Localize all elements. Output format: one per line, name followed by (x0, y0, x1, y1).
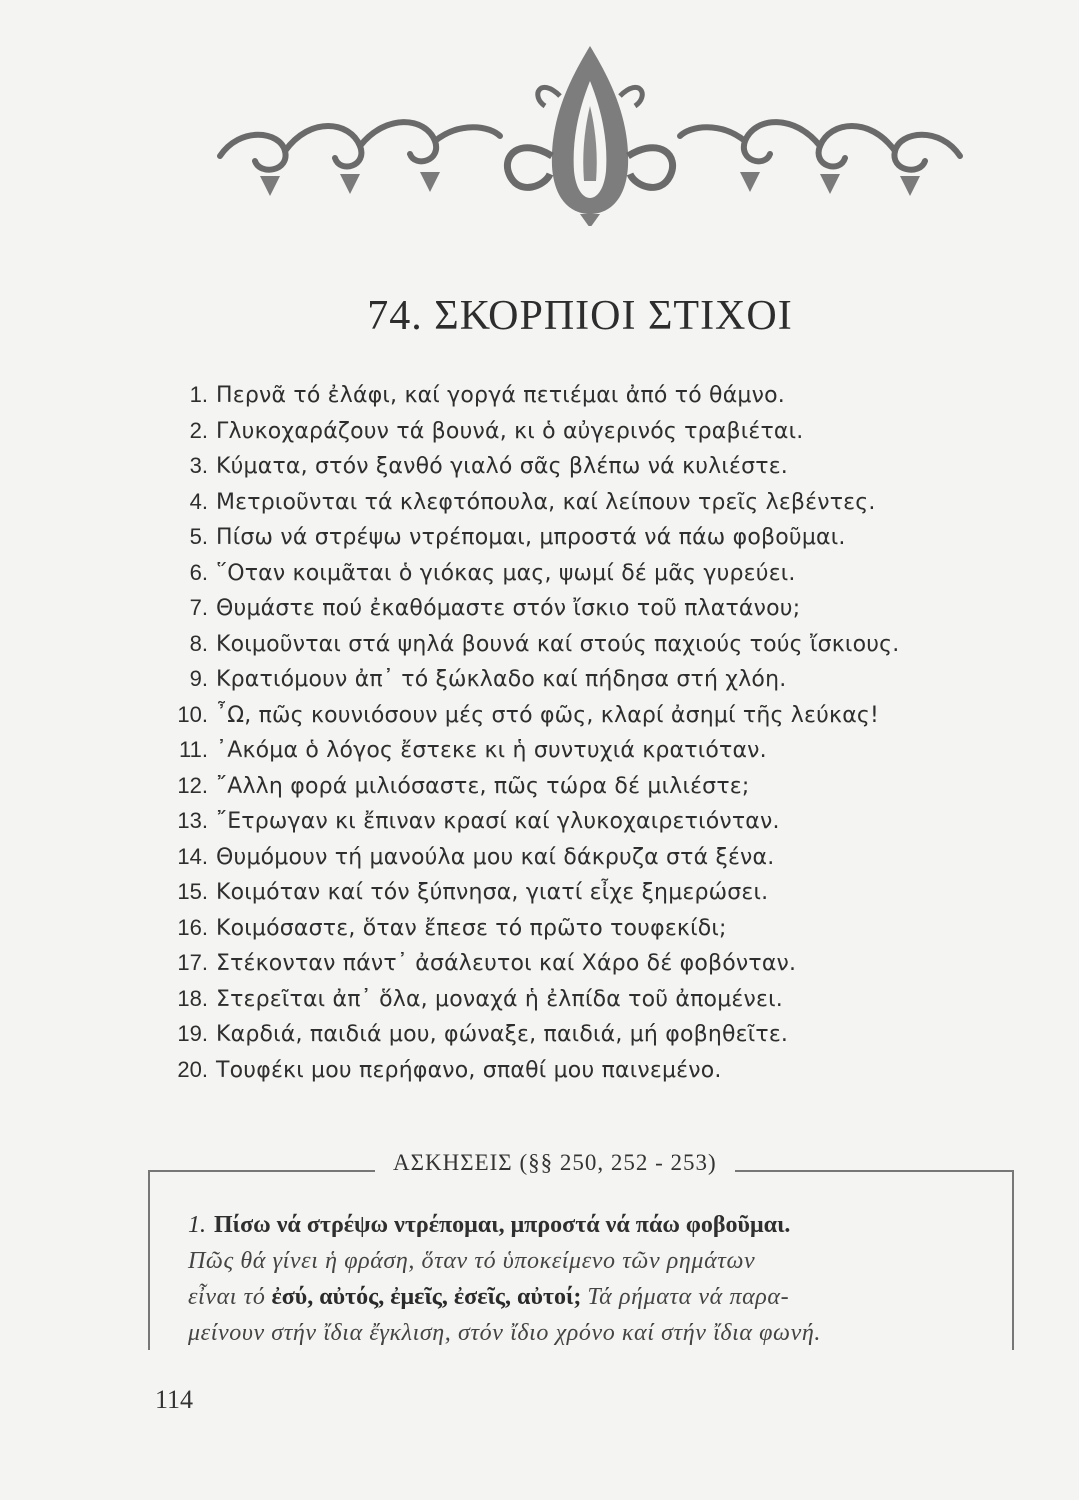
verse-number: 3. (189, 453, 208, 478)
verse-item (150, 489, 1050, 525)
verse-number: 15. (177, 879, 208, 904)
exercise-sentence-line (188, 1212, 988, 1248)
verse-item (150, 1057, 1050, 1093)
verse-text: Μετριοῦνται τά κλεφτόπουλα, καί λείπουν τρεῖς λεβέντες. (216, 489, 876, 515)
exercises-heading: ΑΣΚΗΣΕΙΣ (§§ 250, 252 - 253) (375, 1150, 735, 1176)
verse-text: ῏Ω, πῶς κουνιόσουν μές στό φῶς, κλαρί ἀσημί τῆς λεύκας! (216, 702, 880, 728)
page-number: 114 (155, 1385, 194, 1414)
verse-item (150, 418, 1050, 454)
exercise-instruction-line: Πῶς θά γίνει ἡ φράση, ὅταν τό ὑποκείμενο τῶν ρημάτων (188, 1248, 756, 1274)
verse-item (150, 666, 1050, 702)
verse-item (150, 560, 1050, 596)
verse-number: 2. (189, 417, 208, 443)
instruction-text: εἶναι τό (188, 1284, 266, 1310)
verse-item (150, 879, 1050, 915)
verse-number: 14. (177, 843, 208, 869)
instruction-text: Τά ρήματα νά παρα- (587, 1284, 790, 1310)
verse-text: Κύματα, στόν ξανθό γιαλό σᾶς βλέπω νά κυλιέστε. (216, 454, 789, 479)
verse-number: 17. (177, 950, 208, 975)
verse-text: Κοιμοῦνται στά ψηλά βουνά καί στούς παχιούς τούς ἴσκιους. (216, 631, 900, 657)
verse-item (150, 702, 1050, 738)
exercise-instruction-line: μείνουν στήν ἴδια ἔγκλιση, στόν ἴδιο χρόνο καί στήν ἴδια φωνή. (188, 1320, 821, 1346)
verse-item (150, 844, 1050, 880)
verse-number: 13. (177, 808, 208, 833)
verse-number: 9. (189, 666, 208, 691)
decorative-ornament (200, 36, 980, 226)
verse-number: 6. (189, 559, 208, 585)
verse-text: Καρδιά, παιδιά μου, φώναξε, παιδιά, μή φοβηθεῖτε. (216, 1022, 789, 1047)
verse-number: 4. (189, 488, 208, 514)
verse-text: Τουφέκι μου περήφανο, σπαθί μου παινεμένο. (216, 1057, 722, 1083)
verse-text: Κρατιόμουν ἀπ᾽ τό ξώκλαδο καί πήδησα στή χλόη. (216, 667, 787, 692)
verse-text: Περνᾶ τό ἐλάφι, καί γοργά πετιέμαι ἀπό τό θάμνο. (216, 383, 785, 408)
verse-item (150, 595, 1050, 631)
verse-text: Θυμάστε πού ἐκαθόμαστε στόν ἴσκιο τοῦ πλατάνου; (216, 596, 801, 621)
exercise-instruction-line (188, 1284, 988, 1320)
page-title: 74. ΣΚΟΡΠΙΟΙ ΣΤΙΧΟΙ (367, 293, 793, 339)
verse-number: 18. (177, 985, 208, 1011)
verse-number: 11. (179, 737, 208, 762)
verse-text: Πίσω νά στρέψω ντρέπομαι, μπροστά νά πάω φοβοῦμαι. (216, 525, 846, 550)
verse-item (150, 986, 1050, 1022)
pronoun-list: ἐσύ, αὐτός, ἐμεῖς, ἐσεῖς, αὐτοί; (271, 1284, 582, 1310)
verse-text: Θυμόμουν τή μανούλα μου καί δάκρυζα στά ξένα. (216, 844, 775, 870)
verse-text: Γλυκοχαράζουν τά βουνά, κι ὁ αὐγερινός τραβιέται. (216, 418, 804, 444)
exercise-item (188, 1212, 988, 1356)
verse-text: ᾿Ακόμα ὁ λόγος ἔστεκε κι ἡ συντυχιά κρατιόταν. (216, 738, 767, 763)
exercise-sentence: Πίσω νά στρέψω ντρέπομαι, μπροστά νά πάω φοβοῦμαι. (214, 1212, 791, 1238)
verse-number: 19. (177, 1021, 208, 1046)
verse-number: 5. (189, 524, 208, 549)
verse-number: 7. (189, 595, 208, 620)
verse-number: 8. (189, 630, 208, 656)
verse-list (150, 382, 1050, 1092)
verse-number: 1. (189, 382, 208, 407)
verse-number: 20. (177, 1056, 208, 1082)
verse-number: 12. (177, 772, 208, 798)
verse-text: Στέκονταν πάντ᾽ ἀσάλευτοι καί Χάρο δέ φοβόνταν. (216, 951, 797, 976)
verse-text: ῎Ετρωγαν κι ἔπιναν κρασί καί γλυκοχαιρετιόνταν. (216, 809, 780, 834)
verse-text: Κοιμόταν καί τόν ξύπνησα, γιατί εἶχε ξημερώσει. (216, 880, 769, 905)
verse-text: Κοιμόσαστε, ὅταν ἔπεσε τό πρῶτο τουφεκίδι; (216, 915, 727, 941)
verse-item (150, 915, 1050, 951)
verse-item (150, 808, 1050, 844)
verse-item (150, 737, 1050, 773)
verse-text: Στερεῖται ἀπ᾽ ὅλα, μοναχά ἡ ἐλπίδα τοῦ ἀπομένει. (216, 986, 783, 1012)
verse-item (150, 382, 1050, 418)
verse-number: 10. (177, 701, 208, 727)
verse-item (150, 950, 1050, 986)
verse-item (150, 453, 1050, 489)
verse-item (150, 1021, 1050, 1057)
verse-number: 16. (177, 914, 208, 940)
verse-text: ῎Αλλη φορά μιλιόσαστε, πῶς τώρα δέ μιλιέστε; (216, 773, 750, 799)
verse-text: ῞Οταν κοιμᾶται ὁ γιόκας μας, ψωμί δέ μᾶς γυρεύει. (216, 560, 796, 586)
exercise-number: 1. (188, 1212, 206, 1238)
verse-item (150, 524, 1050, 560)
verse-item (150, 631, 1050, 667)
verse-item (150, 773, 1050, 809)
